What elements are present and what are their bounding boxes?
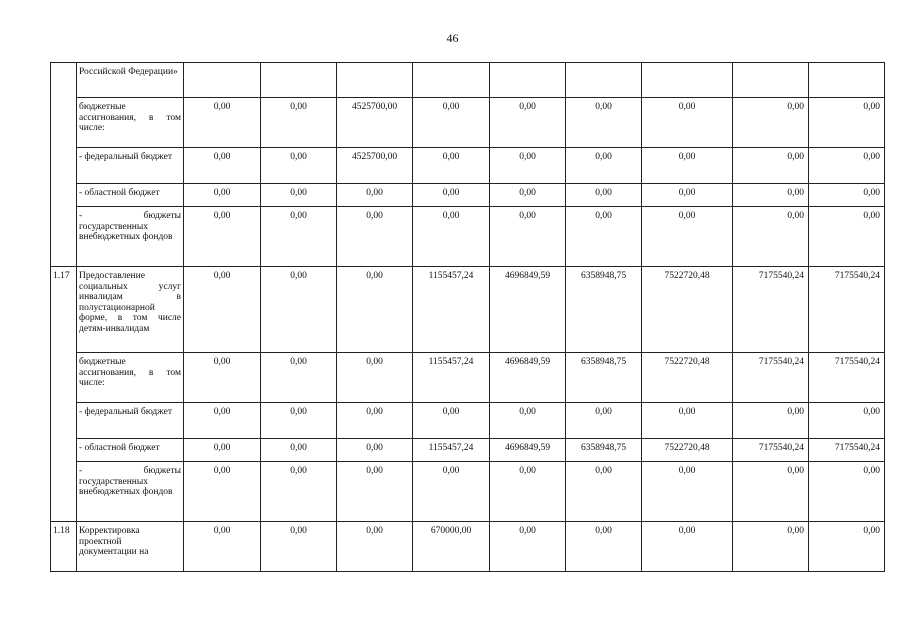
value-cell: 0,00 — [337, 267, 413, 353]
value-cell: 0,00 — [413, 207, 490, 267]
value-cell: 0,00 — [733, 184, 809, 207]
value-cell — [733, 63, 809, 98]
value-cell: 0,00 — [184, 267, 261, 353]
value-cell: 0,00 — [490, 184, 566, 207]
table-row — [51, 184, 885, 207]
value-cell: 0,00 — [261, 98, 337, 148]
value-cell: 4696849,59 — [490, 353, 566, 403]
row-number-cell — [51, 184, 77, 207]
value-cell: 0,00 — [566, 184, 642, 207]
budget-table — [50, 62, 885, 572]
value-cell: 7175540,24 — [809, 439, 885, 462]
value-cell — [566, 63, 642, 98]
value-cell — [337, 63, 413, 98]
value-cell: 0,00 — [566, 403, 642, 439]
row-number-cell — [51, 98, 77, 148]
value-cell: 0,00 — [261, 403, 337, 439]
description-cell: - федеральный бюджет — [77, 403, 184, 439]
value-cell: 0,00 — [413, 184, 490, 207]
value-cell: 0,00 — [184, 184, 261, 207]
row-number-cell — [51, 403, 77, 439]
value-cell: 7175540,24 — [733, 267, 809, 353]
value-cell: 0,00 — [261, 462, 337, 522]
value-cell: 0,00 — [642, 148, 733, 184]
value-cell: 0,00 — [809, 98, 885, 148]
value-cell — [184, 63, 261, 98]
value-cell: 0,00 — [184, 403, 261, 439]
value-cell: 0,00 — [809, 148, 885, 184]
value-cell: 0,00 — [184, 207, 261, 267]
value-cell: 1155457,24 — [413, 353, 490, 403]
value-cell — [413, 63, 490, 98]
value-cell: 0,00 — [733, 462, 809, 522]
description-cell: - бюджеты государственных внебюджетных фондов — [77, 462, 184, 522]
description-cell: Предоставление социальных услуг инвалидам в полустационарной форме, в том числе детям-инвалидам — [77, 267, 184, 353]
table-row — [51, 522, 885, 572]
value-cell: 7522720,48 — [642, 267, 733, 353]
row-number-cell: 1.18 — [51, 522, 77, 572]
table-row — [51, 63, 885, 98]
value-cell: 0,00 — [733, 522, 809, 572]
value-cell: 0,00 — [642, 184, 733, 207]
table-row — [51, 353, 885, 403]
value-cell: 0,00 — [809, 522, 885, 572]
value-cell: 0,00 — [337, 462, 413, 522]
value-cell: 0,00 — [413, 98, 490, 148]
value-cell: 6358948,75 — [566, 353, 642, 403]
value-cell — [642, 63, 733, 98]
row-number-cell — [51, 63, 77, 98]
value-cell: 0,00 — [733, 207, 809, 267]
description-cell: - федеральный бюджет — [77, 148, 184, 184]
value-cell: 0,00 — [261, 148, 337, 184]
description-cell: бюджетные ассигнования, в том числе: — [77, 98, 184, 148]
value-cell: 0,00 — [490, 98, 566, 148]
value-cell: 0,00 — [261, 439, 337, 462]
value-cell: 0,00 — [490, 403, 566, 439]
value-cell: 0,00 — [337, 353, 413, 403]
value-cell: 0,00 — [566, 148, 642, 184]
value-cell — [809, 63, 885, 98]
value-cell: 4696849,59 — [490, 267, 566, 353]
value-cell: 0,00 — [413, 462, 490, 522]
value-cell: 0,00 — [809, 403, 885, 439]
description-cell: - областной бюджет — [77, 439, 184, 462]
value-cell: 0,00 — [642, 98, 733, 148]
value-cell: 0,00 — [490, 522, 566, 572]
value-cell: 0,00 — [261, 207, 337, 267]
value-cell: 0,00 — [184, 522, 261, 572]
description-cell: - бюджеты государственных внебюджетных фондов — [77, 207, 184, 267]
value-cell: 0,00 — [337, 439, 413, 462]
value-cell: 7522720,48 — [642, 353, 733, 403]
value-cell: 0,00 — [490, 148, 566, 184]
value-cell — [261, 63, 337, 98]
value-cell: 0,00 — [490, 207, 566, 267]
row-number-cell — [51, 353, 77, 403]
description-cell: Российской Федерации» — [77, 63, 184, 98]
value-cell: 4696849,59 — [490, 439, 566, 462]
value-cell: 4525700,00 — [337, 148, 413, 184]
row-number-cell — [51, 439, 77, 462]
value-cell: 0,00 — [184, 98, 261, 148]
value-cell: 0,00 — [733, 148, 809, 184]
value-cell: 6358948,75 — [566, 267, 642, 353]
value-cell: 0,00 — [337, 403, 413, 439]
row-number-cell — [51, 148, 77, 184]
table-row — [51, 403, 885, 439]
value-cell: 0,00 — [566, 207, 642, 267]
value-cell: 6358948,75 — [566, 439, 642, 462]
value-cell: 0,00 — [642, 403, 733, 439]
value-cell: 0,00 — [809, 184, 885, 207]
row-number-cell — [51, 207, 77, 267]
table-row — [51, 439, 885, 462]
value-cell: 0,00 — [184, 439, 261, 462]
value-cell: 0,00 — [184, 148, 261, 184]
value-cell: 0,00 — [184, 353, 261, 403]
value-cell: 7522720,48 — [642, 439, 733, 462]
value-cell: 1155457,24 — [413, 267, 490, 353]
value-cell: 0,00 — [809, 462, 885, 522]
value-cell: 0,00 — [337, 522, 413, 572]
description-cell: - областной бюджет — [77, 184, 184, 207]
page-number: 46 — [446, 31, 459, 45]
value-cell: 0,00 — [337, 184, 413, 207]
value-cell: 0,00 — [566, 98, 642, 148]
table-row — [51, 462, 885, 522]
row-number-cell — [51, 462, 77, 522]
value-cell: 0,00 — [261, 353, 337, 403]
value-cell: 0,00 — [642, 207, 733, 267]
value-cell — [490, 63, 566, 98]
table-row — [51, 267, 885, 353]
value-cell: 7175540,24 — [809, 267, 885, 353]
value-cell: 0,00 — [261, 522, 337, 572]
value-cell: 0,00 — [490, 462, 566, 522]
value-cell: 0,00 — [261, 267, 337, 353]
value-cell: 0,00 — [566, 522, 642, 572]
value-cell: 0,00 — [566, 462, 642, 522]
value-cell: 0,00 — [642, 522, 733, 572]
value-cell: 7175540,24 — [733, 439, 809, 462]
value-cell: 670000,00 — [413, 522, 490, 572]
value-cell: 0,00 — [184, 462, 261, 522]
row-number-cell: 1.17 — [51, 267, 77, 353]
value-cell: 4525700,00 — [337, 98, 413, 148]
value-cell: 0,00 — [413, 148, 490, 184]
table-row — [51, 207, 885, 267]
value-cell: 0,00 — [642, 462, 733, 522]
table-row — [51, 148, 885, 184]
description-cell: бюджетные ассигнования, в том числе: — [77, 353, 184, 403]
description-cell: Корректировка проектной документации на — [77, 522, 184, 572]
value-cell: 0,00 — [733, 403, 809, 439]
value-cell: 7175540,24 — [809, 353, 885, 403]
value-cell: 0,00 — [261, 184, 337, 207]
value-cell: 0,00 — [337, 207, 413, 267]
value-cell: 0,00 — [809, 207, 885, 267]
value-cell: 7175540,24 — [733, 353, 809, 403]
value-cell: 0,00 — [413, 403, 490, 439]
value-cell: 0,00 — [733, 98, 809, 148]
value-cell: 1155457,24 — [413, 439, 490, 462]
table-row — [51, 98, 885, 148]
